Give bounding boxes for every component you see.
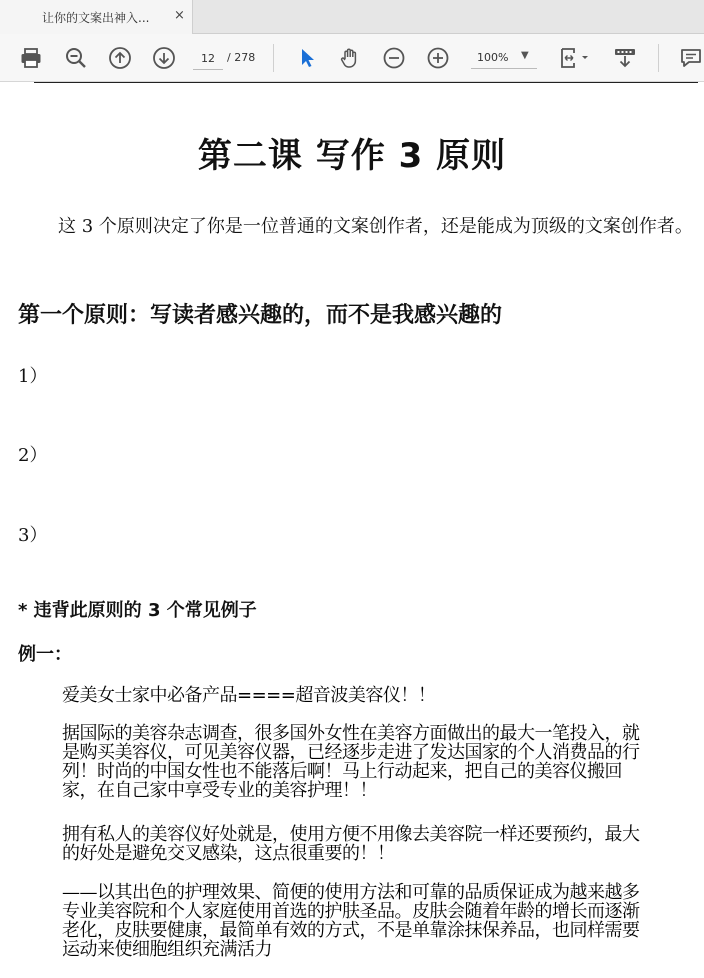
section-heading: 第一个原则：写读者感兴趣的，而不是我感兴趣的 [18,303,503,328]
scan-para-1: 据国际的美容杂志调查，很多国外女性在美容方面做出的最大一笔投入，就是购买美容仪，可见美容仪器，已经逐步走进了发达国家的个人消费品的行列！时尚的中国女性也不能落后啊！马上行动起来，把自己的美容仪搬回家，在自己家中享受专业的美容护理！！ [62,723,640,801]
header-rule [34,82,698,83]
scan-para-3: ——以其出色的护理效果、简便的使用方法和可靠的品质保证成为越来越多专业美容院和个人家庭使用首选的护肤圣品。皮肤会随着年龄的增长而逐渐老化，皮肤要健康，最简单有效的方式，不是单靠涂抹保养品，也同样需要运动来使细胞组织充满活力 [62,882,640,960]
select-cursor-icon[interactable] [294,45,320,71]
fit-page-icon[interactable] [557,45,593,71]
download-icon[interactable] [612,45,638,71]
zoom-select[interactable] [471,47,537,69]
document-page [0,82,704,978]
zoom-out-icon[interactable] [63,45,89,71]
examples-heading: * 违背此原则的 3 个常见例子 [18,600,257,621]
list-item: 1） [18,366,48,387]
list-item: 3） [18,525,48,546]
scanned-paragraph-1 [62,724,642,800]
hand-icon[interactable] [337,45,363,71]
toolbar [0,34,704,82]
prev-page-icon[interactable] [107,45,133,71]
zoom-value: 100% [477,51,509,64]
close-icon[interactable]: × [174,8,185,23]
scan-headline: 爱美女士家中必备产品====超音波美容仪！！ [62,685,436,706]
example-label: 例一： [18,644,72,665]
zoom-minus-icon[interactable] [381,45,407,71]
tab-title[interactable]: 让你的文案出神入... [42,11,150,25]
list-item: 2） [18,445,48,466]
page-number-input[interactable] [193,47,223,70]
comment-icon[interactable] [678,45,704,71]
tab-strip [0,0,704,34]
page-title: 第二课 写作 3 原则 [197,136,507,176]
chevron-down-icon: ▼ [521,50,529,61]
scan-para-2: 拥有私人的美容仪好处就是，使用方便不用像去美容院一样还要预约，最大的好处是避免交叉感染，这点很重要的！！ [62,824,640,864]
toolbar-divider [658,44,659,72]
page-total: / 278 [227,51,256,64]
toolbar-divider [273,44,274,72]
print-icon[interactable] [18,45,44,71]
scanned-headline [62,686,642,705]
scanned-paragraph-3 [62,883,642,959]
document-tab[interactable] [0,0,193,34]
next-page-icon[interactable] [151,45,177,71]
zoom-plus-icon[interactable] [425,45,451,71]
intro-paragraph: 这 3 个原则决定了你是一位普通的文案创作者，还是能成为顶级的文案创作者。 [58,216,693,237]
scanned-paragraph-2 [62,825,642,863]
